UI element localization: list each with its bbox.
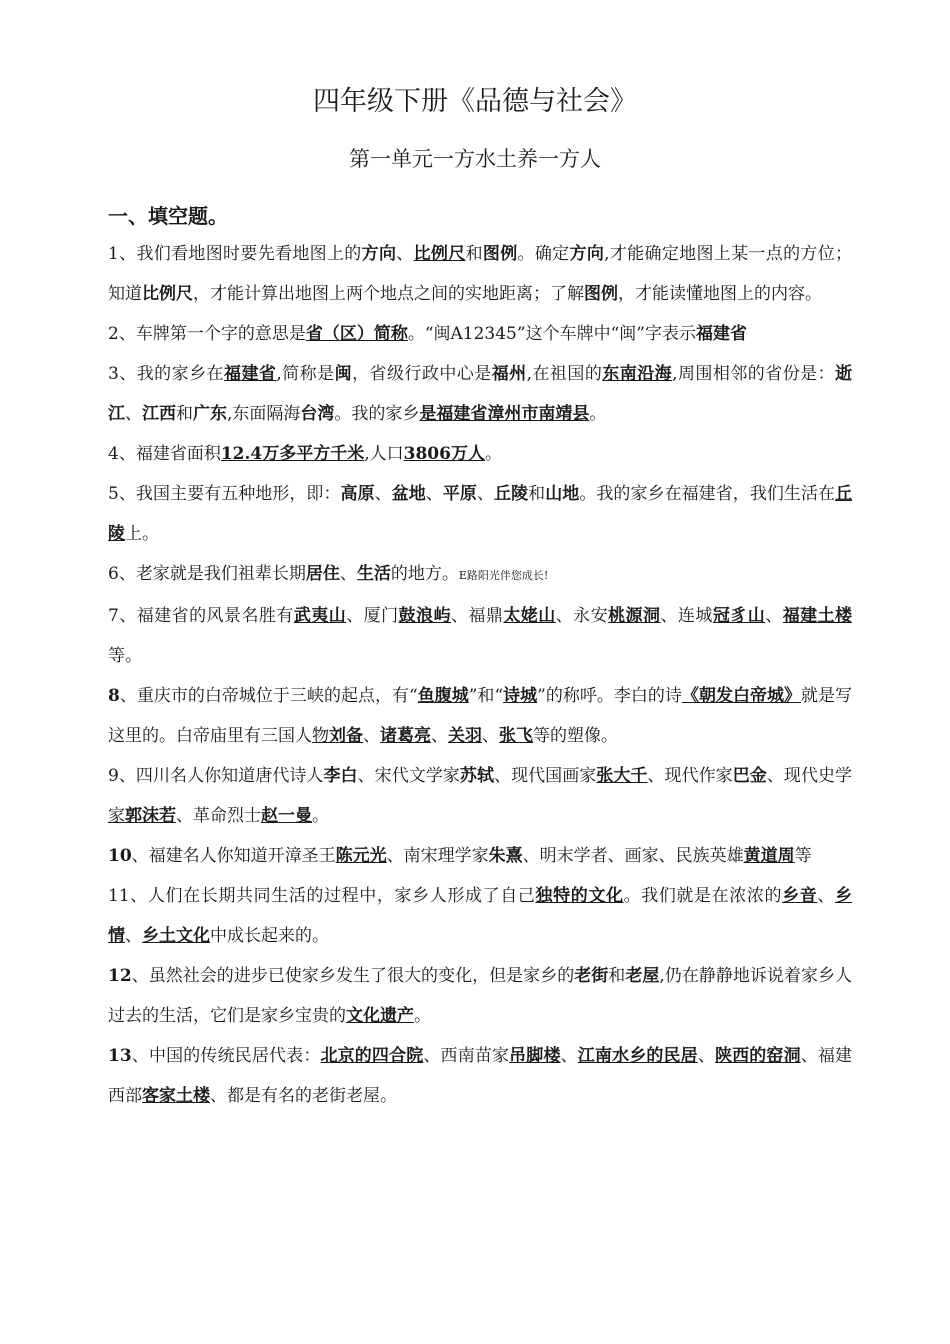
answer-text: 诸葛亮 bbox=[380, 726, 431, 746]
question-text: 。我们就是在浓浓的 bbox=[623, 886, 783, 906]
answer-text: 方向 bbox=[361, 244, 397, 264]
question-text: 、 bbox=[339, 564, 357, 584]
answer-text: 丘陵 bbox=[494, 484, 529, 504]
question-text: 的地方。 bbox=[390, 564, 459, 584]
question-text: 、 bbox=[125, 404, 142, 424]
question-text: 、现代史学 bbox=[766, 766, 853, 786]
answer-text: 福州 bbox=[491, 364, 527, 384]
question-text: 、重庆市的白帝城位于三峡的起点，有“ bbox=[119, 686, 418, 706]
document-title: 四年级下册《品德与社会》 bbox=[313, 86, 637, 117]
answer-text: 比例尺 bbox=[142, 284, 193, 304]
question-item bbox=[108, 836, 852, 876]
question-text: 、永安 bbox=[555, 606, 609, 626]
question-text: ”和“ bbox=[468, 686, 504, 706]
answer-text: 福建省 bbox=[695, 324, 747, 344]
underlined-text: 物 bbox=[312, 726, 329, 746]
question-text: ,人口 bbox=[364, 444, 404, 464]
answer-text: 老街 bbox=[574, 966, 609, 986]
question-text: ，省级行政中心是 bbox=[352, 364, 492, 384]
question-text: 、厦门 bbox=[346, 606, 399, 626]
question-text: 、 bbox=[817, 886, 836, 906]
answer-text: 福建土楼 bbox=[782, 606, 853, 626]
question-text: ,东面隔海 bbox=[227, 404, 301, 424]
question-item bbox=[108, 676, 852, 756]
question-text: 、 bbox=[425, 484, 443, 504]
question-text: ,在祖国的 bbox=[526, 364, 603, 384]
question-text: ”的称呼。李白的诗 bbox=[537, 686, 682, 706]
question-text: 、连城 bbox=[660, 606, 713, 626]
answer-text: 黄道周 bbox=[743, 846, 795, 866]
answer-text: 关羽 bbox=[448, 726, 482, 746]
answer-text: 居住 bbox=[305, 564, 340, 584]
underlined-text: 家 bbox=[108, 806, 125, 826]
answer-text: 江南水乡的民居 bbox=[577, 1046, 698, 1066]
answer-text: 江西 bbox=[142, 404, 176, 424]
answer-text: 台湾 bbox=[300, 404, 335, 424]
question-text: 。我的家乡在福建省，我们生活在 bbox=[579, 484, 836, 504]
question-text: 、 bbox=[431, 726, 448, 746]
question-text: 、明末学者、画家、民族英雄 bbox=[522, 846, 744, 866]
answer-text: 丘陵 bbox=[108, 484, 853, 544]
watermark-text: E路阳光伴您成长! bbox=[458, 569, 549, 582]
answer-text: 图例 bbox=[584, 284, 618, 304]
question-text: 等。 bbox=[108, 646, 142, 666]
question-text: 、 bbox=[374, 484, 392, 504]
question-text: 就是写这里的。白帝庙里有三国人 bbox=[108, 686, 853, 746]
answer-text: 8 bbox=[108, 686, 120, 706]
question-text: 和 bbox=[528, 484, 546, 504]
question-text: 。“闽A12345”这个车牌中“闽”字表示 bbox=[407, 324, 696, 344]
answer-text: 乡音 bbox=[782, 886, 818, 906]
question-text: 、南宋理学家 bbox=[386, 846, 489, 866]
answer-text: 广东 bbox=[193, 404, 227, 424]
question-item bbox=[108, 434, 852, 474]
answer-text: 文化遗产 bbox=[346, 1006, 414, 1026]
answer-text: 鼓浪屿 bbox=[398, 606, 451, 626]
question-text: 、 bbox=[125, 926, 142, 946]
question-text: 、革命烈士 bbox=[176, 806, 261, 826]
answer-text: 刘备 bbox=[329, 726, 363, 746]
question-item bbox=[108, 234, 852, 314]
question-text: 、宋代文学家 bbox=[357, 766, 460, 786]
answer-text: 巴金 bbox=[732, 766, 767, 786]
question-text: 6、老家就是我们祖辈长期 bbox=[108, 564, 306, 584]
question-text: 2、车牌第一个字的意思是 bbox=[108, 324, 306, 344]
question-text: ,周围相邻的省份是： bbox=[672, 364, 836, 384]
question-text: 。 bbox=[414, 1006, 431, 1026]
answer-text: 苏轼 bbox=[459, 766, 495, 786]
question-text: 、 bbox=[560, 1046, 578, 1066]
question-item bbox=[108, 474, 852, 554]
question-text: 、现代作家 bbox=[647, 766, 733, 786]
question-text: 1、我们看地图时要先看地图上的 bbox=[108, 244, 362, 264]
answer-text: 13 bbox=[108, 1046, 132, 1066]
answer-text: 生活 bbox=[356, 564, 391, 584]
question-text: 7、福建省的风景名胜有 bbox=[108, 606, 294, 626]
question-text: 上。 bbox=[125, 524, 159, 544]
question-text: 、中国的传统民居代表： bbox=[131, 1046, 321, 1066]
question-item bbox=[108, 596, 852, 676]
answer-text: 乡情 bbox=[108, 886, 853, 946]
question-text: 、虽然社会的进步已使家乡发生了很大的变化，但是家乡的 bbox=[131, 966, 575, 986]
answer-text: 北京的四合院 bbox=[320, 1046, 424, 1066]
answer-text: 乡土文化 bbox=[142, 926, 210, 946]
answer-text: 桃源洞 bbox=[608, 606, 661, 626]
answer-text: 《朝发白帝城》 bbox=[681, 686, 801, 706]
question-text: 、福建名人你知道开漳圣王 bbox=[131, 846, 336, 866]
question-text: ，才能读懂地图上的内容。 bbox=[618, 284, 822, 304]
question-text: 、 bbox=[476, 484, 495, 504]
question-item bbox=[108, 876, 852, 956]
answer-text: 平原 bbox=[442, 484, 477, 504]
question-text: ,简称是 bbox=[276, 364, 335, 384]
question-text: 11、人们在长期共同生活的过程中，家乡人形成了自己 bbox=[108, 886, 536, 906]
answer-text: 冠豸山 bbox=[712, 606, 766, 626]
question-text: ,才能确定地图上某一点的方位；知道 bbox=[108, 244, 853, 304]
question-text: 和 bbox=[176, 404, 193, 424]
question-text: 、 bbox=[363, 726, 380, 746]
question-text: 和 bbox=[465, 244, 483, 264]
answer-text: 图例 bbox=[482, 244, 518, 264]
answer-text: 赵一曼 bbox=[261, 806, 312, 826]
answer-text: 李白 bbox=[323, 766, 358, 786]
question-text: 3、我的家乡在 bbox=[108, 364, 224, 384]
answer-text: 太姥山 bbox=[503, 606, 556, 626]
question-text: ，才能计算出地图上两个地点之间的实地距离；了解 bbox=[193, 284, 584, 304]
question-text: 。确定 bbox=[517, 244, 570, 264]
answer-text: 吊脚楼 bbox=[509, 1046, 561, 1066]
answer-text: 是福建省漳州市南靖县 bbox=[419, 404, 590, 424]
question-text: 等的塑像。 bbox=[533, 726, 618, 746]
answer-text: 东南沿海 bbox=[602, 364, 673, 384]
answer-text: 张大千 bbox=[596, 766, 648, 786]
answer-text: 陈元光 bbox=[335, 846, 387, 866]
answer-text: 朱熹 bbox=[488, 846, 523, 866]
question-text: 5、我国主要有五种地形，即： bbox=[108, 484, 341, 504]
question-text: ,仍在静静地诉说着家乡人过去的生活，它们是家乡宝贵的 bbox=[108, 966, 853, 1026]
answer-text: 郭沫若 bbox=[125, 806, 176, 826]
answer-text: 12.4万多平方千米 bbox=[220, 444, 365, 464]
question-text: 。我的家乡 bbox=[334, 404, 420, 424]
answer-text: 鱼腹城 bbox=[417, 686, 469, 706]
question-text: 和 bbox=[608, 966, 626, 986]
question-text: 、福建西部 bbox=[108, 1046, 853, 1106]
unit-title: 第一单元一方水土养一方人 bbox=[349, 147, 601, 171]
question-text: 、 bbox=[765, 606, 783, 626]
answer-text: 盆地 bbox=[391, 484, 426, 504]
answer-text: 方向 bbox=[569, 244, 605, 264]
question-text: 、 bbox=[697, 1046, 715, 1066]
question-text: 9、四川名人你知道唐代诗人 bbox=[108, 766, 324, 786]
answer-text: 陕西的窑洞 bbox=[714, 1046, 801, 1066]
question-list bbox=[108, 234, 852, 1116]
answer-text: 逝江 bbox=[108, 364, 853, 424]
answer-text: 客家土楼 bbox=[142, 1086, 210, 1106]
answer-text: 12 bbox=[108, 966, 132, 986]
answer-text: 闽 bbox=[334, 364, 353, 384]
question-item bbox=[108, 354, 852, 434]
question-text: 。 bbox=[589, 404, 607, 424]
question-text: 、现代国画家 bbox=[494, 766, 597, 786]
question-text: 、都是有名的老街老屋。 bbox=[210, 1086, 397, 1106]
answer-text: 独特的文化 bbox=[535, 886, 624, 906]
answer-text: 福建省 bbox=[224, 364, 277, 384]
answer-text: 武夷山 bbox=[293, 606, 347, 626]
question-text: 、西南苗家 bbox=[423, 1046, 510, 1066]
question-item bbox=[108, 314, 852, 354]
question-text: 中成长起来的。 bbox=[210, 926, 329, 946]
answer-text: 山地 bbox=[545, 484, 580, 504]
question-text: 、 bbox=[396, 244, 414, 264]
question-item bbox=[108, 1036, 852, 1116]
question-item bbox=[108, 756, 852, 836]
answer-text: 老屋 bbox=[625, 966, 660, 986]
question-text: 、 bbox=[482, 726, 499, 746]
question-text: 4、福建省面积 bbox=[108, 444, 221, 464]
question-text: 。 bbox=[312, 806, 329, 826]
answer-text: 高原 bbox=[340, 484, 375, 504]
answer-text: 10 bbox=[108, 846, 132, 866]
question-item bbox=[108, 956, 852, 1036]
question-text: 。 bbox=[484, 444, 502, 464]
answer-text: 省（区）简称 bbox=[305, 324, 408, 344]
section-heading: 一、填空题。 bbox=[108, 204, 228, 228]
question-item bbox=[108, 554, 852, 596]
answer-text: 3806万人 bbox=[403, 444, 485, 464]
answer-text: 诗城 bbox=[503, 686, 538, 706]
answer-text: 张飞 bbox=[499, 726, 533, 746]
question-text: 等 bbox=[794, 846, 812, 866]
answer-text: 比例尺 bbox=[413, 244, 466, 264]
question-text: 、福鼎 bbox=[450, 606, 504, 626]
